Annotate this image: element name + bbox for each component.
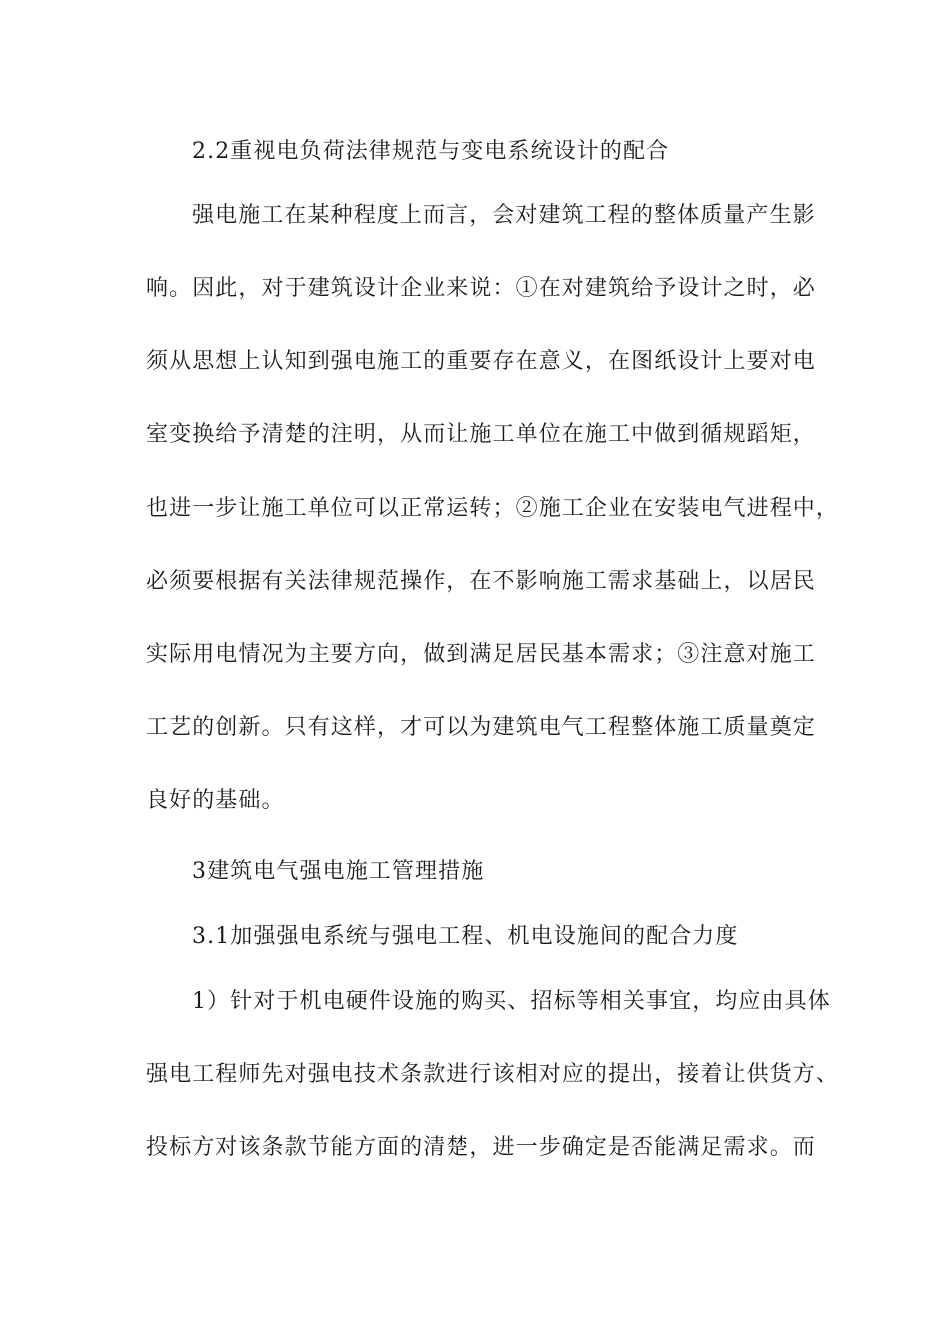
paragraph-line: 1）针对于机电硬件设施的购买、招标等相关事宜，均应由具体 xyxy=(192,989,831,1014)
paragraph-line: 室变换给予清楚的注明，从而让施工单位在施工中做到循规蹈矩， xyxy=(146,422,816,447)
paragraph-line: 响。因此，对于建筑设计企业来说：①在对建筑给予设计之时，必 xyxy=(146,276,816,301)
paragraph-line: 投标方对该条款节能方面的清楚，进一步确定是否能满足需求。而 xyxy=(146,1135,816,1160)
section-heading-2-2: 2.2重视电负荷法律规范与变电系统设计的配合 xyxy=(192,139,670,164)
paragraph-line: 也进一步让施工单位可以正常运转；②施工企业在安装电气进程中， xyxy=(146,496,840,521)
paragraph-line: 强电工程师先对强电技术条款进行该相对应的提出，接着让供货方、 xyxy=(146,1062,840,1087)
paragraph-line: 须从思想上认知到强电施工的重要存在意义，在图纸设计上要对电 xyxy=(146,349,816,374)
paragraph-line: 良好的基础。 xyxy=(146,788,285,813)
section-heading-3-1: 3.1加强强电系统与强电工程、机电设施间的配合力度 xyxy=(192,924,739,949)
paragraph-line: 工艺的创新。只有这样，才可以为建筑电气工程整体施工质量奠定 xyxy=(146,715,816,740)
paragraph-line: 必须要根据有关法律规范操作，在不影响施工需求基础上，以居民 xyxy=(146,569,816,594)
paragraph-line: 实际用电情况为主要方向，做到满足居民基本需求；③注意对施工 xyxy=(146,642,816,667)
section-heading-3: 3建筑电气强电施工管理措施 xyxy=(192,859,485,884)
paragraph-line: 强电施工在某种程度上而言，会对建筑工程的整体质量产生影 xyxy=(192,203,816,228)
